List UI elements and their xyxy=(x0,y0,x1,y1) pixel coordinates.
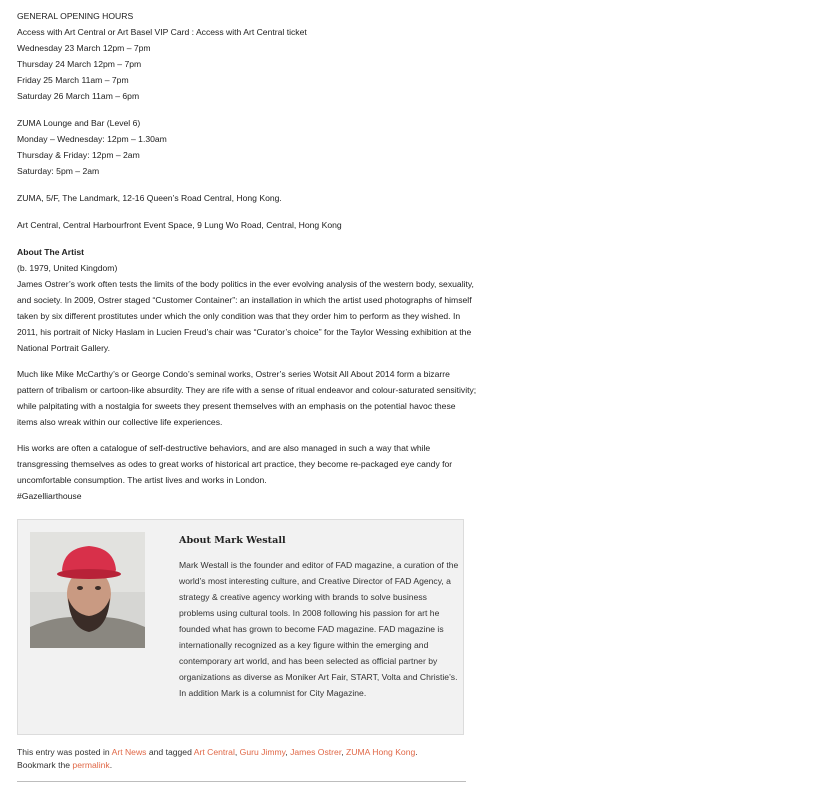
about-artist-heading: About The Artist xyxy=(17,247,84,257)
author-bio-box xyxy=(17,519,464,735)
hours-day: Thursday 24 March 12pm – 7pm xyxy=(17,59,142,69)
divider xyxy=(17,781,466,782)
zuma-hours: Saturday: 5pm – 2am xyxy=(17,166,100,176)
zuma-address: ZUMA, 5/F, The Landmark, 12-16 Queen’s Road Central, Hong Kong. xyxy=(17,193,282,203)
meta-tagged-text: and tagged xyxy=(148,747,192,757)
tag-link[interactable]: Art Central xyxy=(193,747,235,757)
opening-hours-heading: GENERAL OPENING HOURS xyxy=(17,11,134,21)
tag-link[interactable]: ZUMA Hong Kong xyxy=(346,747,416,757)
author-bio: Mark Westall is the founder and editor of FAD magazine, a curation of the world’s most interesting culture, and Creative Director of FAD Agency, a strategy & creative agency working with brands to solve business problems using cultural tools. In 2008 following his passion for art he founded what has grown to become FAD magazine. FAD magazine is internationally recognized as a key figure within the emerging and contemporary art world, and has been selected as official partner by organizations as diverse as Moniker Art Fair, START, Volta and Christie’s. In addition Mark is a columnist for City Magazine. xyxy=(179,560,459,698)
tag-link[interactable]: James Ostrer xyxy=(290,747,342,757)
category-link[interactable]: Art News xyxy=(111,747,147,757)
hours-day: Wednesday 23 March 12pm – 7pm xyxy=(17,43,151,53)
meta-prefix: This entry was posted in xyxy=(17,747,110,757)
author-avatar xyxy=(30,532,145,648)
zuma-heading: ZUMA Lounge and Bar (Level 6) xyxy=(17,118,141,128)
venue-address: Art Central, Central Harbourfront Event Space, 9 Lung Wo Road, Central, Hong Kong xyxy=(17,220,342,230)
access-info: Access with Art Central or Art Basel VIP Card : Access with Art Central ticket xyxy=(17,27,307,37)
hours-day: Friday 25 March 11am – 7pm xyxy=(17,75,129,85)
zuma-hours: Thursday & Friday: 12pm – 2am xyxy=(17,150,140,160)
article-body xyxy=(17,8,477,504)
tag-link[interactable]: Guru Jimmy xyxy=(239,747,286,757)
artist-paragraph-1: James Ostrer’s work often tests the limits of the body politics in the ever evolving analysis of the western body, sexuality, and society. In 2009, Ostrer staged “Customer Container”: an installation in which the artist used photographs of himself taken by six different prostitutes under which the only condition was that they order him to perform as they wished. In 2011, his portrait of Nicky Haslam in Lucien Freud’s chair was “Curator’s choice” for the Taylor Wessing exhibition at the National Portrait Gallery. xyxy=(17,279,474,353)
author-title: About Mark Westall xyxy=(179,535,286,546)
artist-paragraph-2: Much like Mike McCarthy’s or George Condo’s seminal works, Ostrer’s series Wotsit All About 2014 form a bizarre pattern of tribalism or cartoon-like absurdity. They are rife with a sense of ritual endeavor and colour-saturated sensitivity; while palpitating with a nostalgia for sweets they present themselves with an emphasis on the potential havoc these items also wreak within our collective life experiences. xyxy=(17,369,477,427)
zuma-hours: Monday – Wednesday: 12pm – 1.30am xyxy=(17,134,167,144)
permalink-link[interactable]: permalink xyxy=(72,760,110,770)
entry-meta: This entry was posted in Art News and tagged Art Central, Guru Jimmy, James Ostrer, ZUMA Hong Kong. Bookmark the permalink. xyxy=(17,747,418,770)
artist-birth: (b. 1979, United Kingdom) xyxy=(17,263,118,273)
hours-day: Saturday 26 March 11am – 6pm xyxy=(17,91,140,101)
bookmark-prefix: Bookmark the xyxy=(17,760,71,770)
author-portrait-icon xyxy=(30,532,145,648)
hashtag: #Gazelliarthouse xyxy=(17,491,82,501)
artist-paragraph-3: His works are often a catalogue of self-destructive behaviors, and are also managed in such a way that while transgressing themselves as odes to great works of historical art practice, they become re-packaged eye candy for uncomfortable consumption. The artist lives and works in London. xyxy=(17,443,453,485)
